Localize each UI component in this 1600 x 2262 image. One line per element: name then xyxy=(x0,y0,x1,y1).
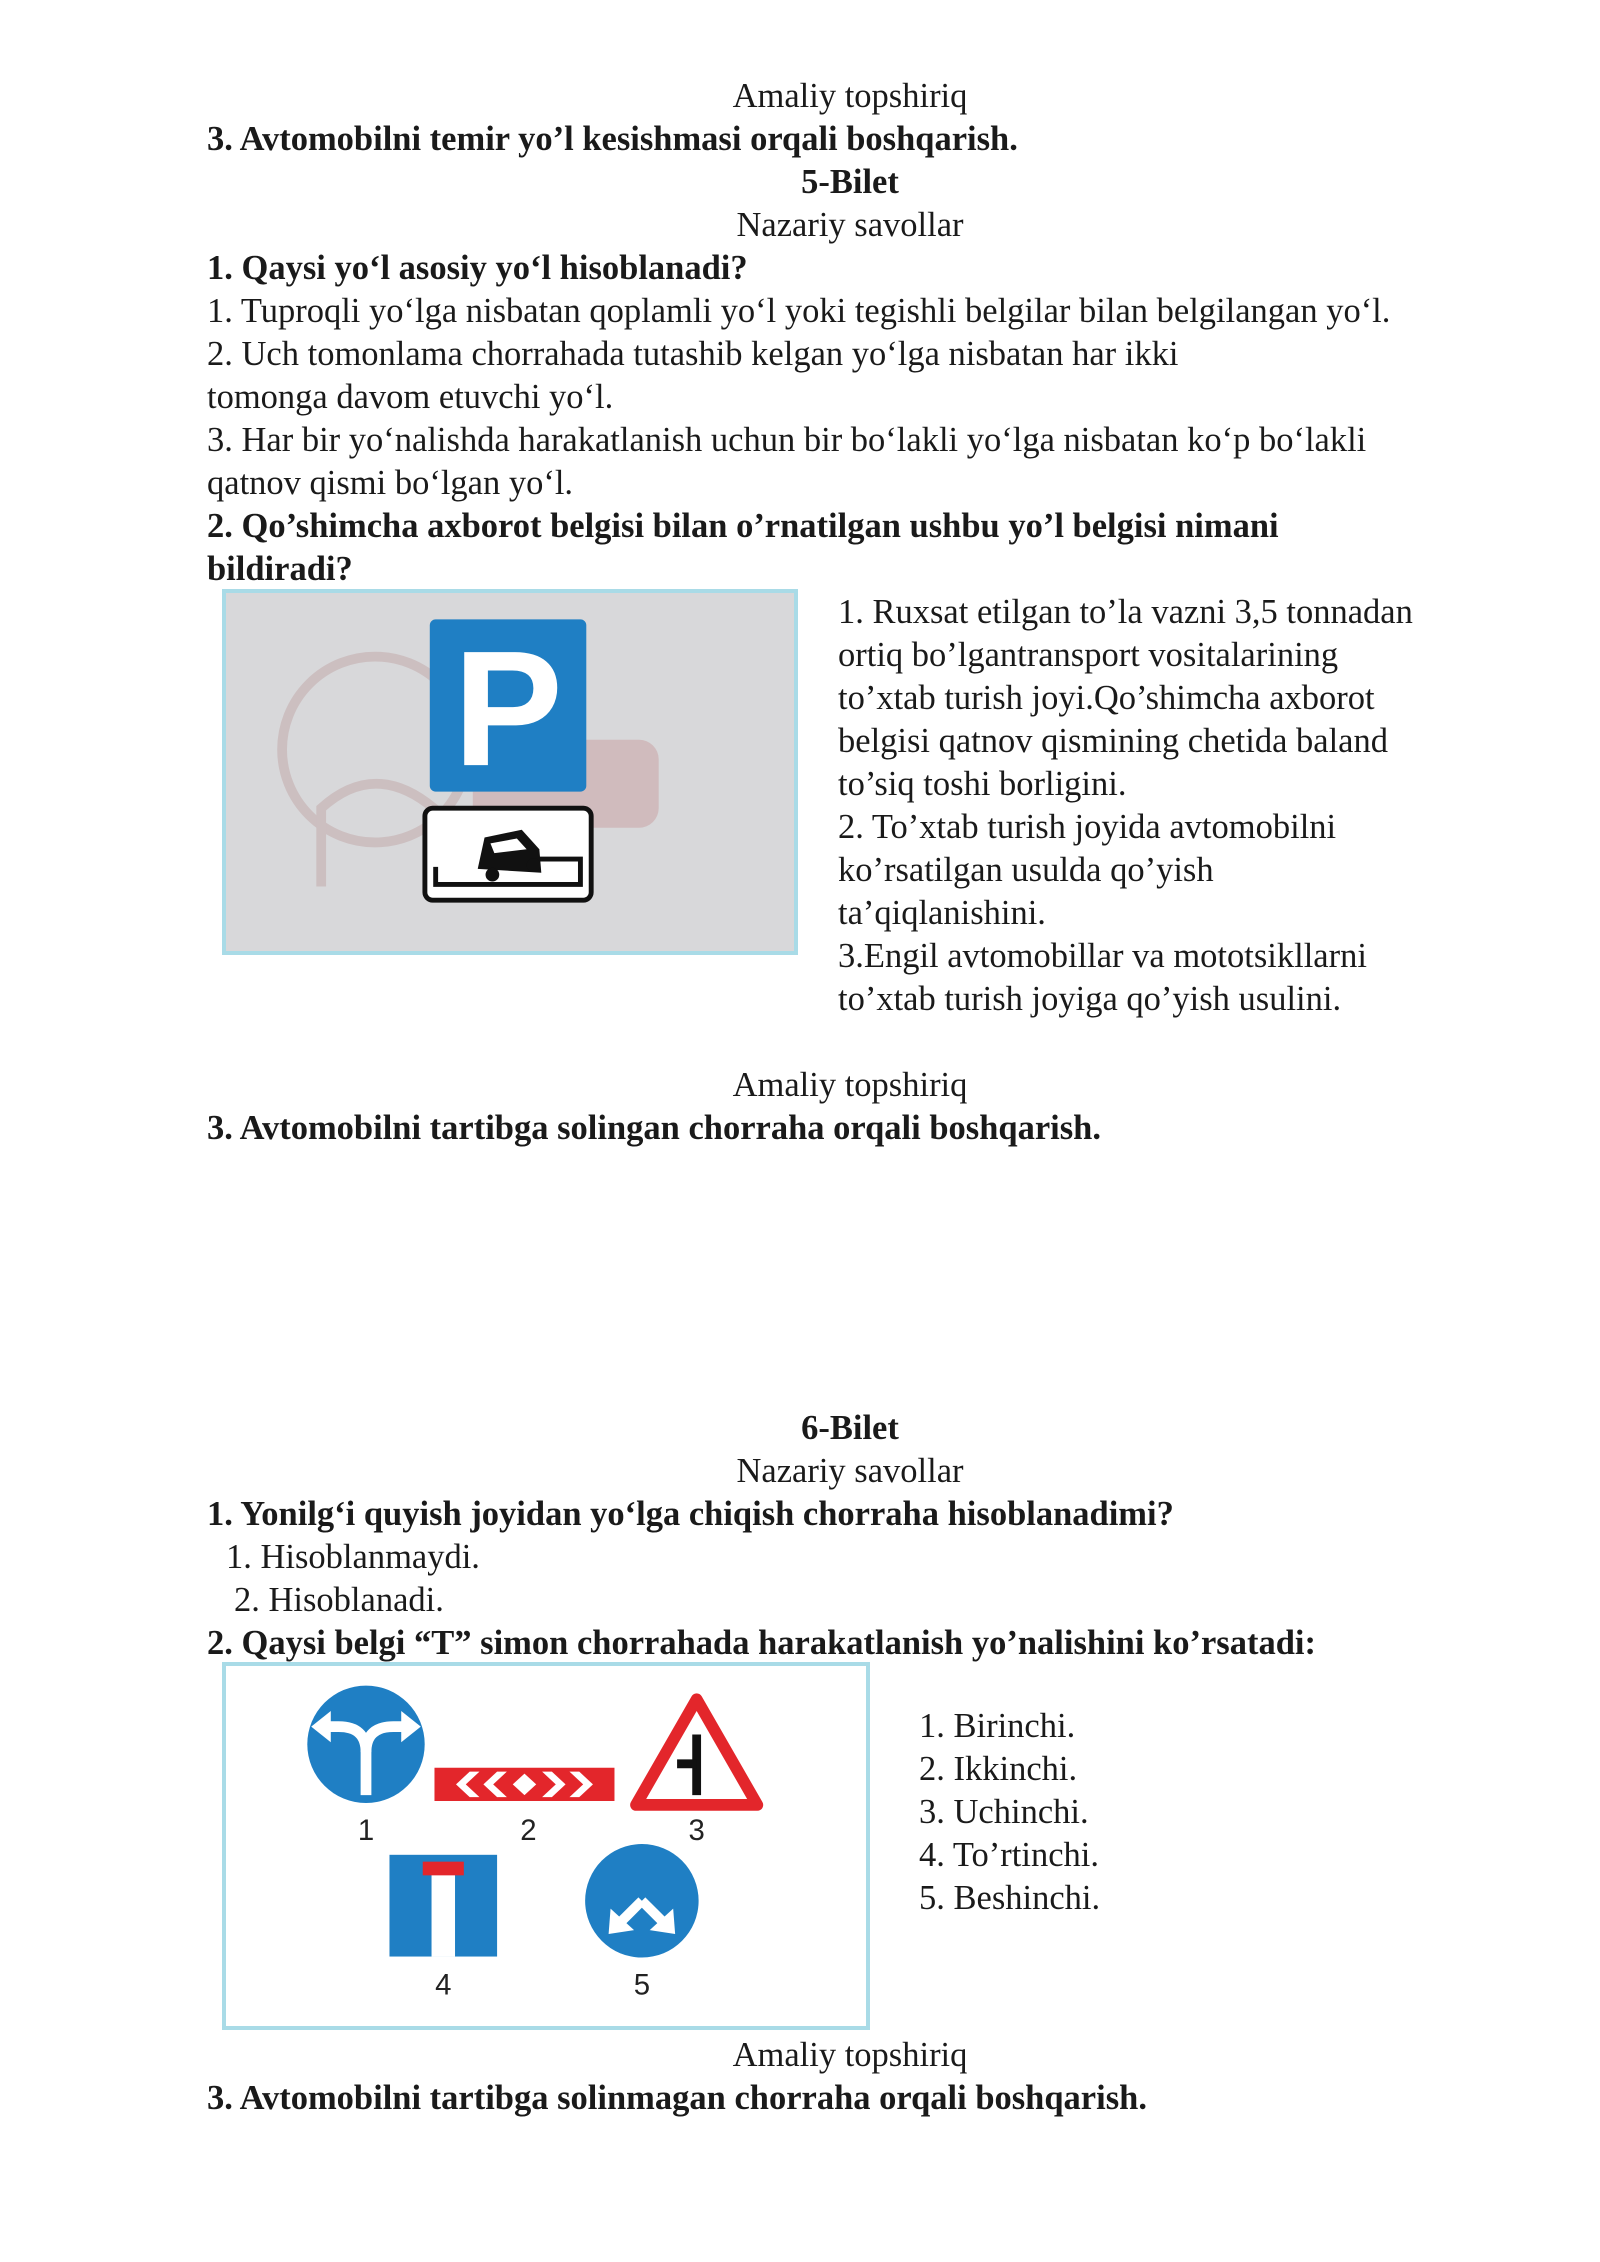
parking-letter: P xyxy=(453,616,563,801)
answer-2-line-1: 2. Uch tomonlama chorrahada tutashib kelgan yo‘lga nisbatan har ikki xyxy=(207,335,1179,373)
option-line: belgisi qatnov qismining chetida baland xyxy=(838,722,1388,760)
theory-label: Nazariy savollar xyxy=(736,1452,964,1490)
theory-label: Nazariy savollar xyxy=(736,206,964,244)
option-line: to’xtab turish joyi.Qo’shimcha axborot xyxy=(838,679,1375,717)
option-line: 5. Beshinchi. xyxy=(919,1879,1101,1917)
sign-number: 3 xyxy=(688,1814,705,1848)
answer-2: 2. Hisoblanadi. xyxy=(234,1581,444,1619)
option-line: 1. Ruxsat etilgan to’la vazni 3,5 tonnadan xyxy=(838,593,1413,631)
road-signs-image xyxy=(226,1666,866,2026)
pass-either-side-sign-icon xyxy=(585,1844,698,1957)
sign-number: 4 xyxy=(435,1968,452,2002)
question-1: 1. Yonilg‘i quyish joyidan yo‘lga chiqish chorraha hisoblanadimi? xyxy=(207,1495,1174,1533)
parking-sign-image xyxy=(226,593,794,951)
ticket-title: 6-Bilet xyxy=(801,1409,899,1447)
option-line: 3.Engil avtomobillar va mototsikllarni xyxy=(838,937,1367,975)
junction-warning-sign-icon xyxy=(636,1699,757,1805)
sign-number: 1 xyxy=(357,1814,375,1848)
option-line: 4. To’rtinchi. xyxy=(919,1836,1099,1874)
dead-end-sign-icon xyxy=(389,1855,497,1957)
question-2: 2. Qaysi belgi “T” simon chorrahada harakatlanish yo’nalishini ko’rsatadi: xyxy=(207,1624,1316,1662)
answer-2-line-2: tomonga davom etuvchi yo‘l. xyxy=(207,378,614,416)
option-line: ta’qiqlanishini. xyxy=(838,894,1046,932)
sign-number: 2 xyxy=(520,1814,537,1848)
practical-task: 3. Avtomobilni temir yo’l kesishmasi orqali boshqarish. xyxy=(207,120,1018,158)
option-line: 2. To’xtab turish joyida avtomobilni xyxy=(838,808,1337,846)
option-line: to’xtab turish joyiga qo’yish usulini. xyxy=(838,980,1342,1018)
ticket-title: 5-Bilet xyxy=(801,163,899,201)
option-line: 1. Birinchi. xyxy=(919,1707,1076,1745)
question-2-line-2: bildiradi? xyxy=(207,550,353,588)
question-1: 1. Qaysi yo‘l asosiy yo‘l hisoblanadi? xyxy=(207,249,748,287)
option-line: 3. Uchinchi. xyxy=(919,1793,1089,1831)
answer-3-line-1: 3. Har bir yo‘nalishda harakatlanish uchun bir bo‘lakli yo‘lga nisbatan ko‘p bo‘lakli xyxy=(207,421,1367,459)
sign-number: 5 xyxy=(633,1968,651,2002)
option-line: ko’rsatilgan usulda qo’yish xyxy=(838,851,1214,889)
option-line: ortiq bo’lgantransport vositalarining xyxy=(838,636,1339,674)
option-line: to’siq toshi borligini. xyxy=(838,765,1127,803)
option-line: 2. Ikkinchi. xyxy=(919,1750,1078,1788)
parking-sign-figure xyxy=(222,589,798,955)
chevron-board-sign-icon xyxy=(434,1768,614,1801)
practical-label: Amaliy topshiriq xyxy=(732,1066,968,1104)
question-2-line-1: 2. Qo’shimcha axborot belgisi bilan o’rnatilgan ushbu yo’l belgisi nimani xyxy=(207,507,1279,545)
practical-task: 3. Avtomobilni tartibga solingan chorraha orqali boshqarish. xyxy=(207,1109,1101,1147)
practical-label: Amaliy topshiriq xyxy=(732,77,968,115)
answer-3-line-2: qatnov qismi bo‘lgan yo‘l. xyxy=(207,464,574,502)
practical-label: Amaliy topshiriq xyxy=(732,2036,968,2074)
answer-1: 1. Hisoblanmaydi. xyxy=(226,1538,480,1576)
turn-left-right-sign-icon xyxy=(307,1686,424,1803)
road-signs-figure xyxy=(222,1662,870,2030)
practical-task: 3. Avtomobilni tartibga solinmagan chorraha orqali boshqarish. xyxy=(207,2079,1147,2117)
answer-1: 1. Tuproqli yo‘lga nisbatan qoplamli yo‘l yoki tegishli belgilar bilan belgilangan yo‘l. xyxy=(207,292,1391,330)
